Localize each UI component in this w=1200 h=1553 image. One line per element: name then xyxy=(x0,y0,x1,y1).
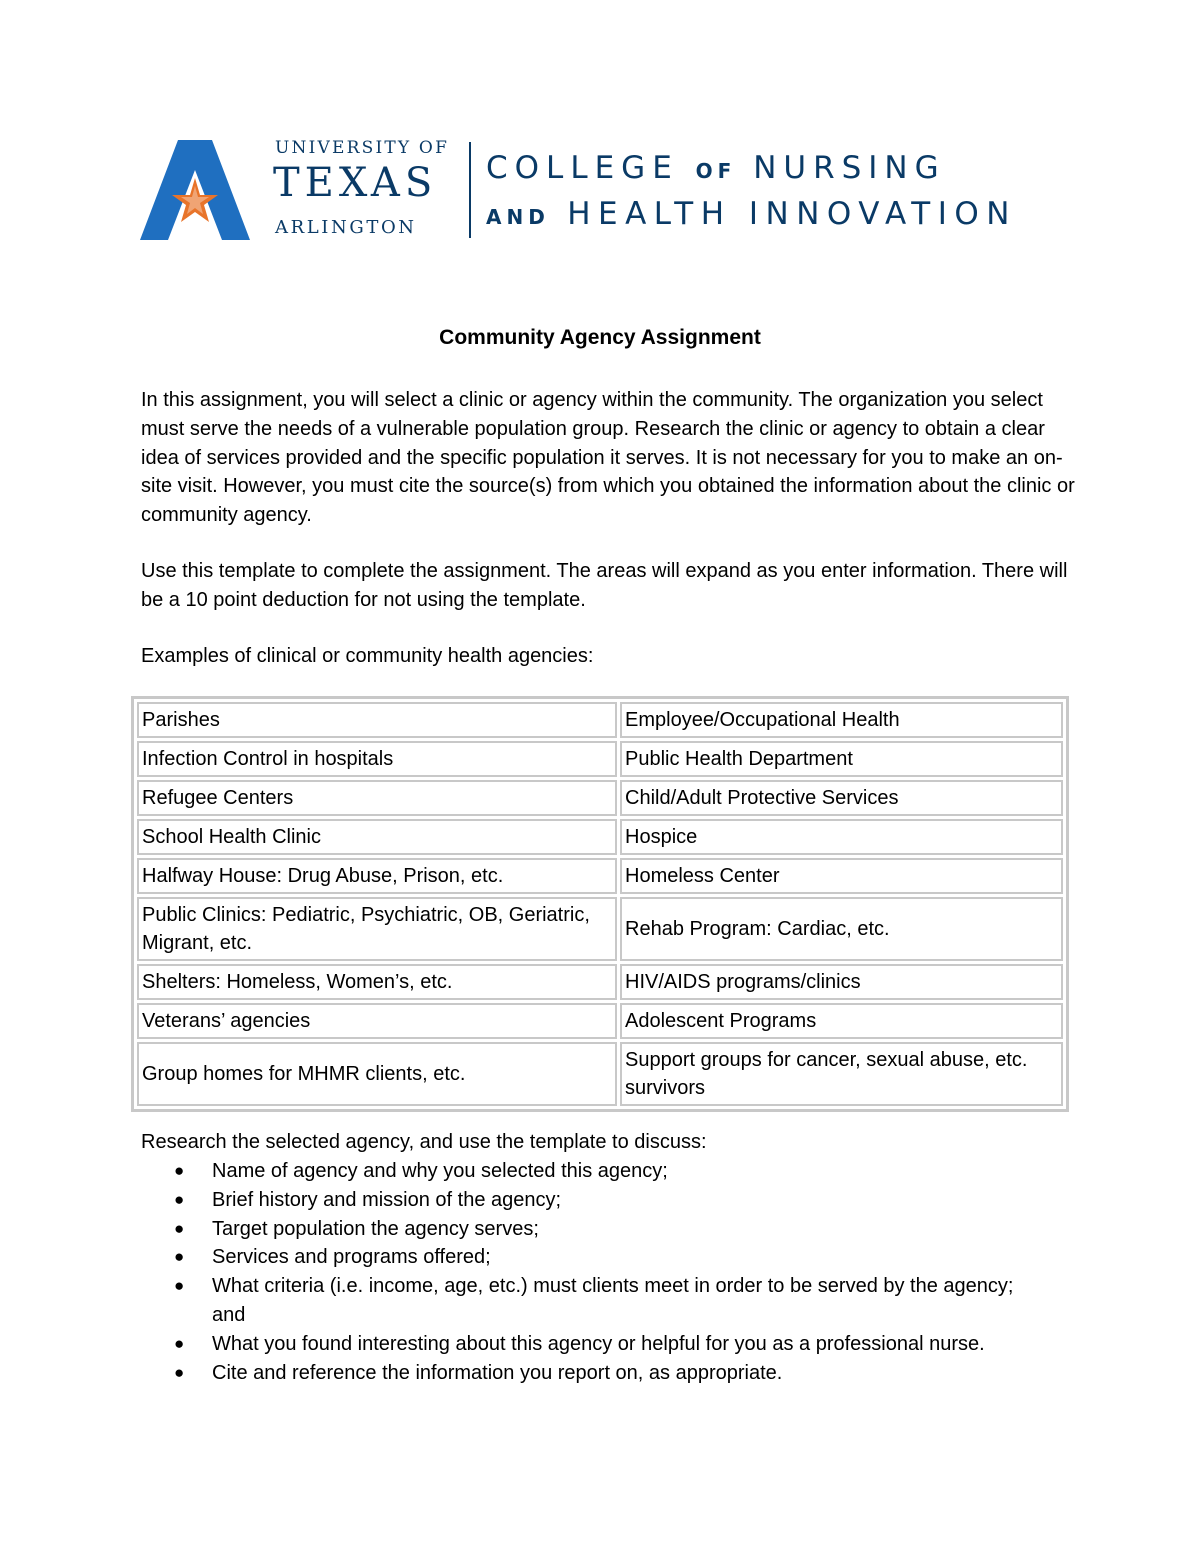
arlington-text: ARLINGTON xyxy=(275,217,417,238)
table-row xyxy=(137,819,1063,855)
list-item xyxy=(141,1243,1041,1272)
table-cell: Refugee Centers xyxy=(137,780,617,816)
table-row xyxy=(137,1042,1063,1106)
intro-paragraph: In this assignment, you will select a clinic or agency within the community. The organization you select must serve the needs of a vulnerable population group. Research the clinic or agency to obtain a clear idea of services provided and the specific population it serves. It is not necessary for you to make an on-site visit. However, you must cite the source(s) from which you obtained the information about the clinic or community agency. xyxy=(141,389,1075,527)
list-item xyxy=(141,1215,1041,1244)
bullet-icon: ● xyxy=(174,1161,185,1180)
table-cell: Adolescent Programs xyxy=(620,1003,1063,1039)
table-cell: Child/Adult Protective Services xyxy=(620,780,1063,816)
table-cell: Hospice xyxy=(620,819,1063,855)
bullet-icon: ● xyxy=(174,1189,185,1209)
table-cell: Parishes xyxy=(137,702,617,738)
table-row xyxy=(137,897,1063,961)
table-row xyxy=(137,1003,1063,1039)
table-row xyxy=(137,741,1063,777)
table-cell: Rehab Program: Cardiac, etc. xyxy=(620,897,1063,961)
list-item-text: Name of agency and why you selected this agency; xyxy=(212,1160,668,1182)
table-cell: Shelters: Homeless, Women’s, etc. xyxy=(137,964,617,1000)
table-cell: Halfway House: Drug Abuse, Prison, etc. xyxy=(137,858,617,894)
list-item-text: What you found interesting about this agency or helpful for you as a professional nurse. xyxy=(212,1332,985,1355)
table-row xyxy=(137,964,1063,1000)
list-item xyxy=(141,1359,1041,1388)
logo-divider xyxy=(469,142,471,238)
health-innovation-words: HEALTH INNOVATION xyxy=(567,196,1017,232)
college-name-line2 xyxy=(486,196,1017,232)
agency-examples-table xyxy=(131,696,1069,1112)
university-wordmark xyxy=(273,138,448,240)
table-cell: Employee/Occupational Health xyxy=(620,702,1063,738)
bullet-icon: ● xyxy=(174,1276,185,1296)
college-word: COLLEGE xyxy=(486,150,679,186)
list-item xyxy=(141,1330,1041,1359)
list-item-text: Target population the agency serves; xyxy=(212,1217,539,1240)
table-row xyxy=(137,702,1063,738)
list-intro: Research the selected agency, and use the template to discuss: xyxy=(141,1131,707,1153)
table-row xyxy=(137,858,1063,894)
discussion-topics-list xyxy=(141,1157,1041,1387)
and-word: AND xyxy=(486,205,550,229)
table-cell: Public Health Department xyxy=(620,741,1063,777)
document-title: Community Agency Assignment xyxy=(439,326,761,349)
of-word: OF xyxy=(695,159,737,183)
table-cell: Group homes for MHMR clients, etc. xyxy=(137,1042,617,1106)
university-of-text: UNIVERSITY OF xyxy=(275,138,450,158)
college-name-line1 xyxy=(486,150,946,186)
table-cell: School Health Clinic xyxy=(137,819,617,855)
list-item-text: Cite and reference the information you report on, as appropriate. xyxy=(212,1361,783,1384)
bullet-icon: ● xyxy=(174,1333,185,1353)
list-item-text: Services and programs offered; xyxy=(212,1246,491,1269)
texas-text: TEXAS xyxy=(273,160,438,206)
table-cell: Infection Control in hospitals xyxy=(137,741,617,777)
bullet-icon: ● xyxy=(174,1362,185,1382)
examples-heading: Examples of clinical or community health agencies: xyxy=(141,645,594,667)
list-item xyxy=(141,1157,1041,1186)
table-row xyxy=(137,780,1063,816)
table-cell: Veterans’ agencies xyxy=(137,1003,617,1039)
nursing-word: NURSING xyxy=(753,150,946,186)
bullet-icon: ● xyxy=(174,1247,185,1267)
list-item xyxy=(141,1186,1041,1215)
list-item xyxy=(141,1272,1041,1330)
list-item-text: Brief history and mission of the agency; xyxy=(212,1188,562,1211)
bullet-icon: ● xyxy=(174,1218,185,1238)
uta-nursing-logo xyxy=(140,138,1070,240)
uta-a-star-icon xyxy=(140,140,250,240)
table-cell: Public Clinics: Pediatric, Psychiatric, OB, Geriatric, Migrant, etc. xyxy=(137,897,617,961)
table-cell: Homeless Center xyxy=(620,858,1063,894)
table-cell: Support groups for cancer, sexual abuse, etc. survivors xyxy=(620,1042,1063,1106)
template-paragraph: Use this template to complete the assignment. The areas will expand as you enter information. There will be a 10 point deduction for not using the template. xyxy=(141,560,1068,611)
table-cell: HIV/AIDS programs/clinics xyxy=(620,964,1063,1000)
list-item-text: What criteria (i.e. income, age, etc.) must clients meet in order to be served by the agency; and xyxy=(212,1275,1014,1326)
